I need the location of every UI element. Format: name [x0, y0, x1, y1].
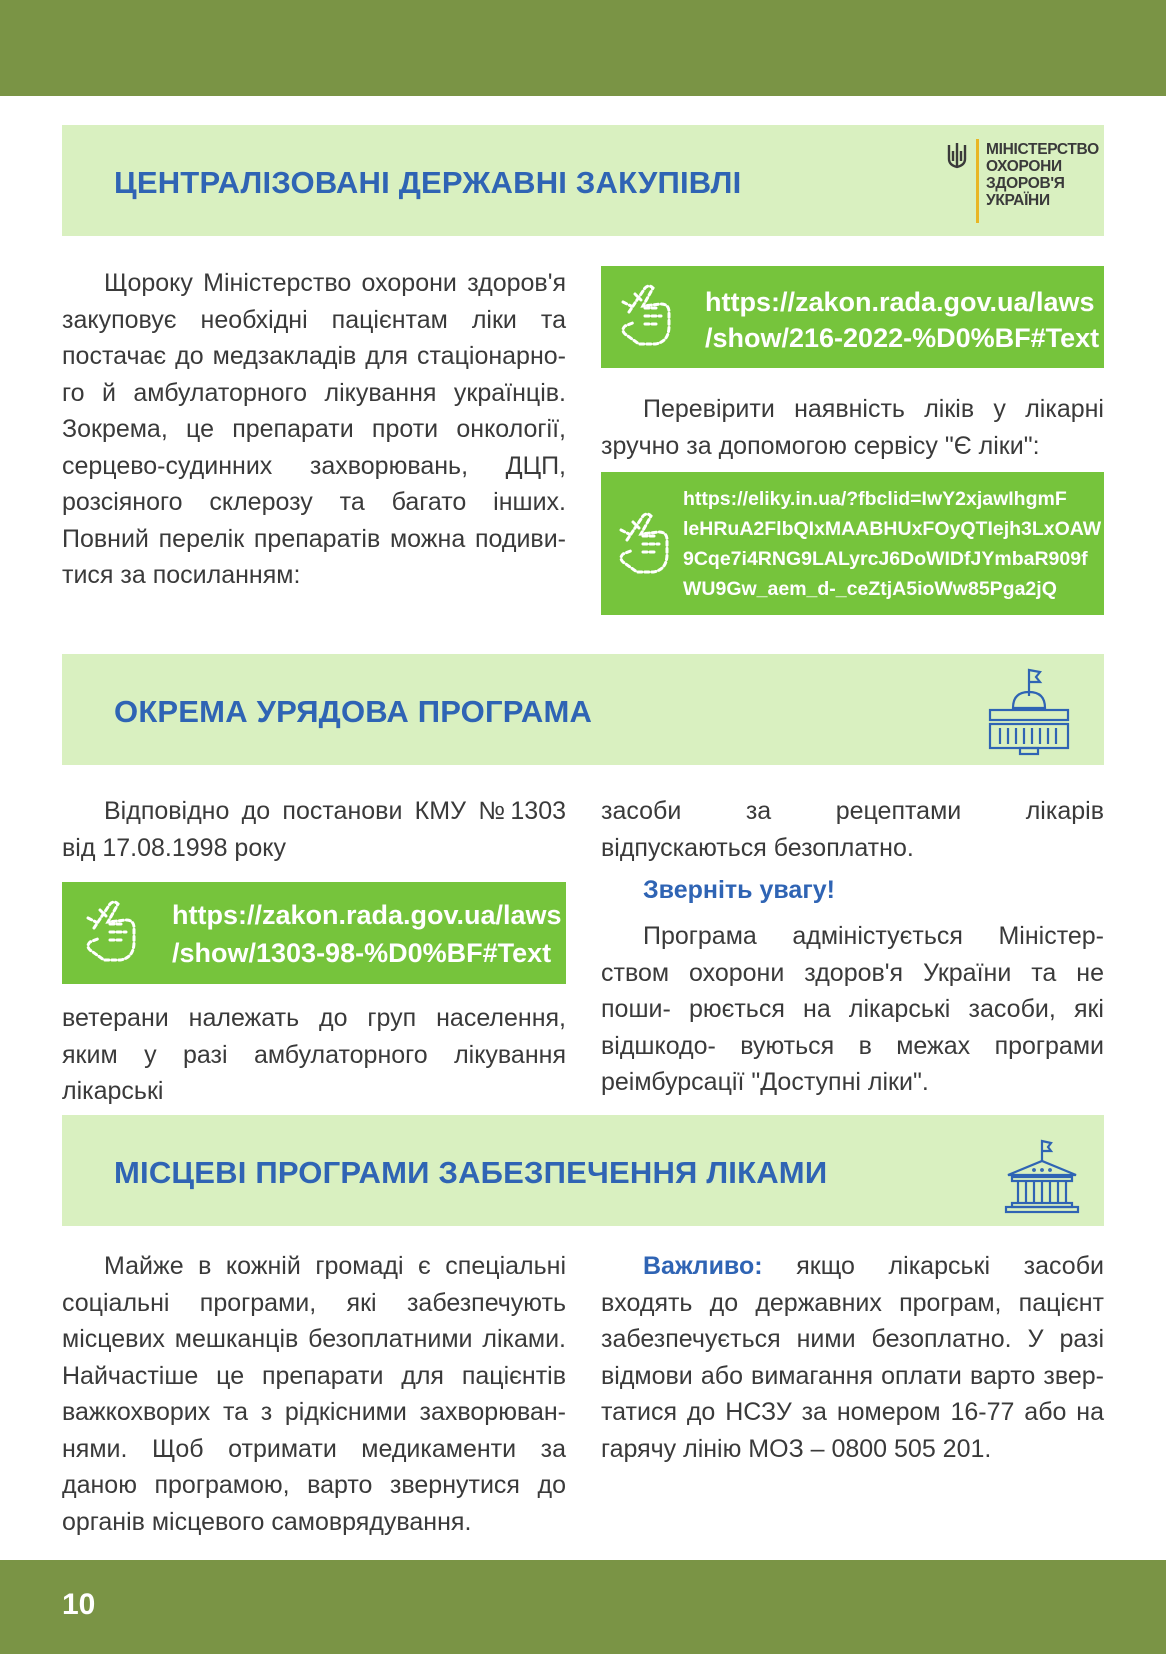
link-box-eliky[interactable] — [601, 472, 1104, 615]
section2-right-text: засоби за рецептами лікарів відпускаються безоплатно. — [601, 797, 1104, 862]
top-bar — [0, 0, 1166, 96]
ministry-logo-text: МІНІСТЕРСТВО ОХОРОНИ ЗДОРОВ'Я УКРАЇНИ — [986, 141, 1099, 209]
government-building-icon — [986, 666, 1072, 756]
link-box-zakon-1303[interactable] — [62, 882, 566, 984]
section-title: МІСЦЕВІ ПРОГРАМИ ЗАБЕЗПЕЧЕННЯ ЛІКАМИ — [114, 1155, 828, 1190]
section-header-government-program — [62, 654, 1104, 765]
important-label: Важливо: — [643, 1252, 763, 1280]
section1-paragraph — [62, 265, 566, 594]
check-availability-text: Перевірити наявність ліків у лікарні зручно за допомогою сервісу "Є ліки": — [601, 395, 1104, 460]
pointing-hand-icon — [613, 510, 675, 578]
pointing-hand-icon — [80, 898, 142, 966]
link-text[interactable]: https://zakon.rada.gov.ua/laws /show/1303-98-%D0%BF#Text — [172, 900, 562, 968]
logo-divider — [976, 139, 979, 223]
section3-important — [601, 1248, 1104, 1467]
section1-paragraph-text: Щороку Міністерство охорони здоров'я закуповує необхідні пацієнтам ліки та постачає до медзакладів для стаціонарно- го й амбулаторного лікування українців. Зокрема, це препарати проти онкології, серцево-судинних захворювань, ДЦП, розсіяного склерозу та багато інших. Повний перелік препаратів можна подиви- тися за посиланням: — [62, 269, 566, 589]
link-text[interactable]: https://eliky.in.ua/?fbclid=IwY2xjawIhgmF leHRuA2FlbQIxMAABHUxFOyQTIejh3LxOAW 9Cqe7i4RNG9LALyrcJ6DoWIDfJYmbaR909f WU9Gw_aem_d-_ceZtjA5ioWw85Pga2jQ — [683, 488, 1102, 600]
trident-icon — [946, 141, 968, 171]
section3-left-text-body: Майже в кожній громаді є спеціальні соціальні програми, які забезпечують місцевих мешканців безоплатними ліками. Найчастіше це препарати для пацієнтів важкохворих та з рідкісними захворюван- нями. Щоб отримати медикаменти за даною програмою, варто звернутися до органів місцевого самоврядування. — [62, 1252, 566, 1536]
page-number: 10 — [62, 1588, 96, 1621]
section-title: ЦЕНТРАЛІЗОВАНІ ДЕРЖАВНІ ЗАКУПІВЛІ — [114, 165, 742, 200]
pointing-hand-icon — [615, 282, 677, 350]
section2-after-link: ветерани належать до груп населення, яким у разі амбулаторного лікування лікарські — [62, 1004, 566, 1105]
section-header-local-programs — [62, 1115, 1104, 1226]
government-building-icon — [1004, 1139, 1080, 1215]
important-text: якщо лікарські засоби входять до державних програм, пацієнт забезпечується ними безоплатно. У разі відмови або вимагання оплати варто звер- татися до НСЗУ за номером 16-77 або на гарячу лінію МОЗ – 0800 505 201. — [601, 1252, 1104, 1463]
section3-left-text — [62, 1248, 566, 1540]
section-header-centralized — [62, 125, 1104, 236]
section2-intro: Відповідно до постанови КМУ №1303 від 17.08.1998 року — [62, 797, 566, 862]
link-text[interactable]: https://zakon.rada.gov.ua/laws /show/216-2022-%D0%BF#Text — [705, 287, 1100, 353]
attention-label: Зверніть увагу! — [643, 876, 835, 904]
bottom-bar — [0, 1560, 1166, 1654]
section-title: ОКРЕМА УРЯДОВА ПРОГРАМА — [114, 694, 593, 729]
link-box-zakon-216[interactable] — [601, 266, 1104, 368]
attention-text: Програма адміністується Міністер- ством охорони здоров'я України та не поши- рюється на лікарські засоби, які відшкодо- вуються в межах програми реімбурсації "Доступні ліки". — [601, 922, 1104, 1096]
